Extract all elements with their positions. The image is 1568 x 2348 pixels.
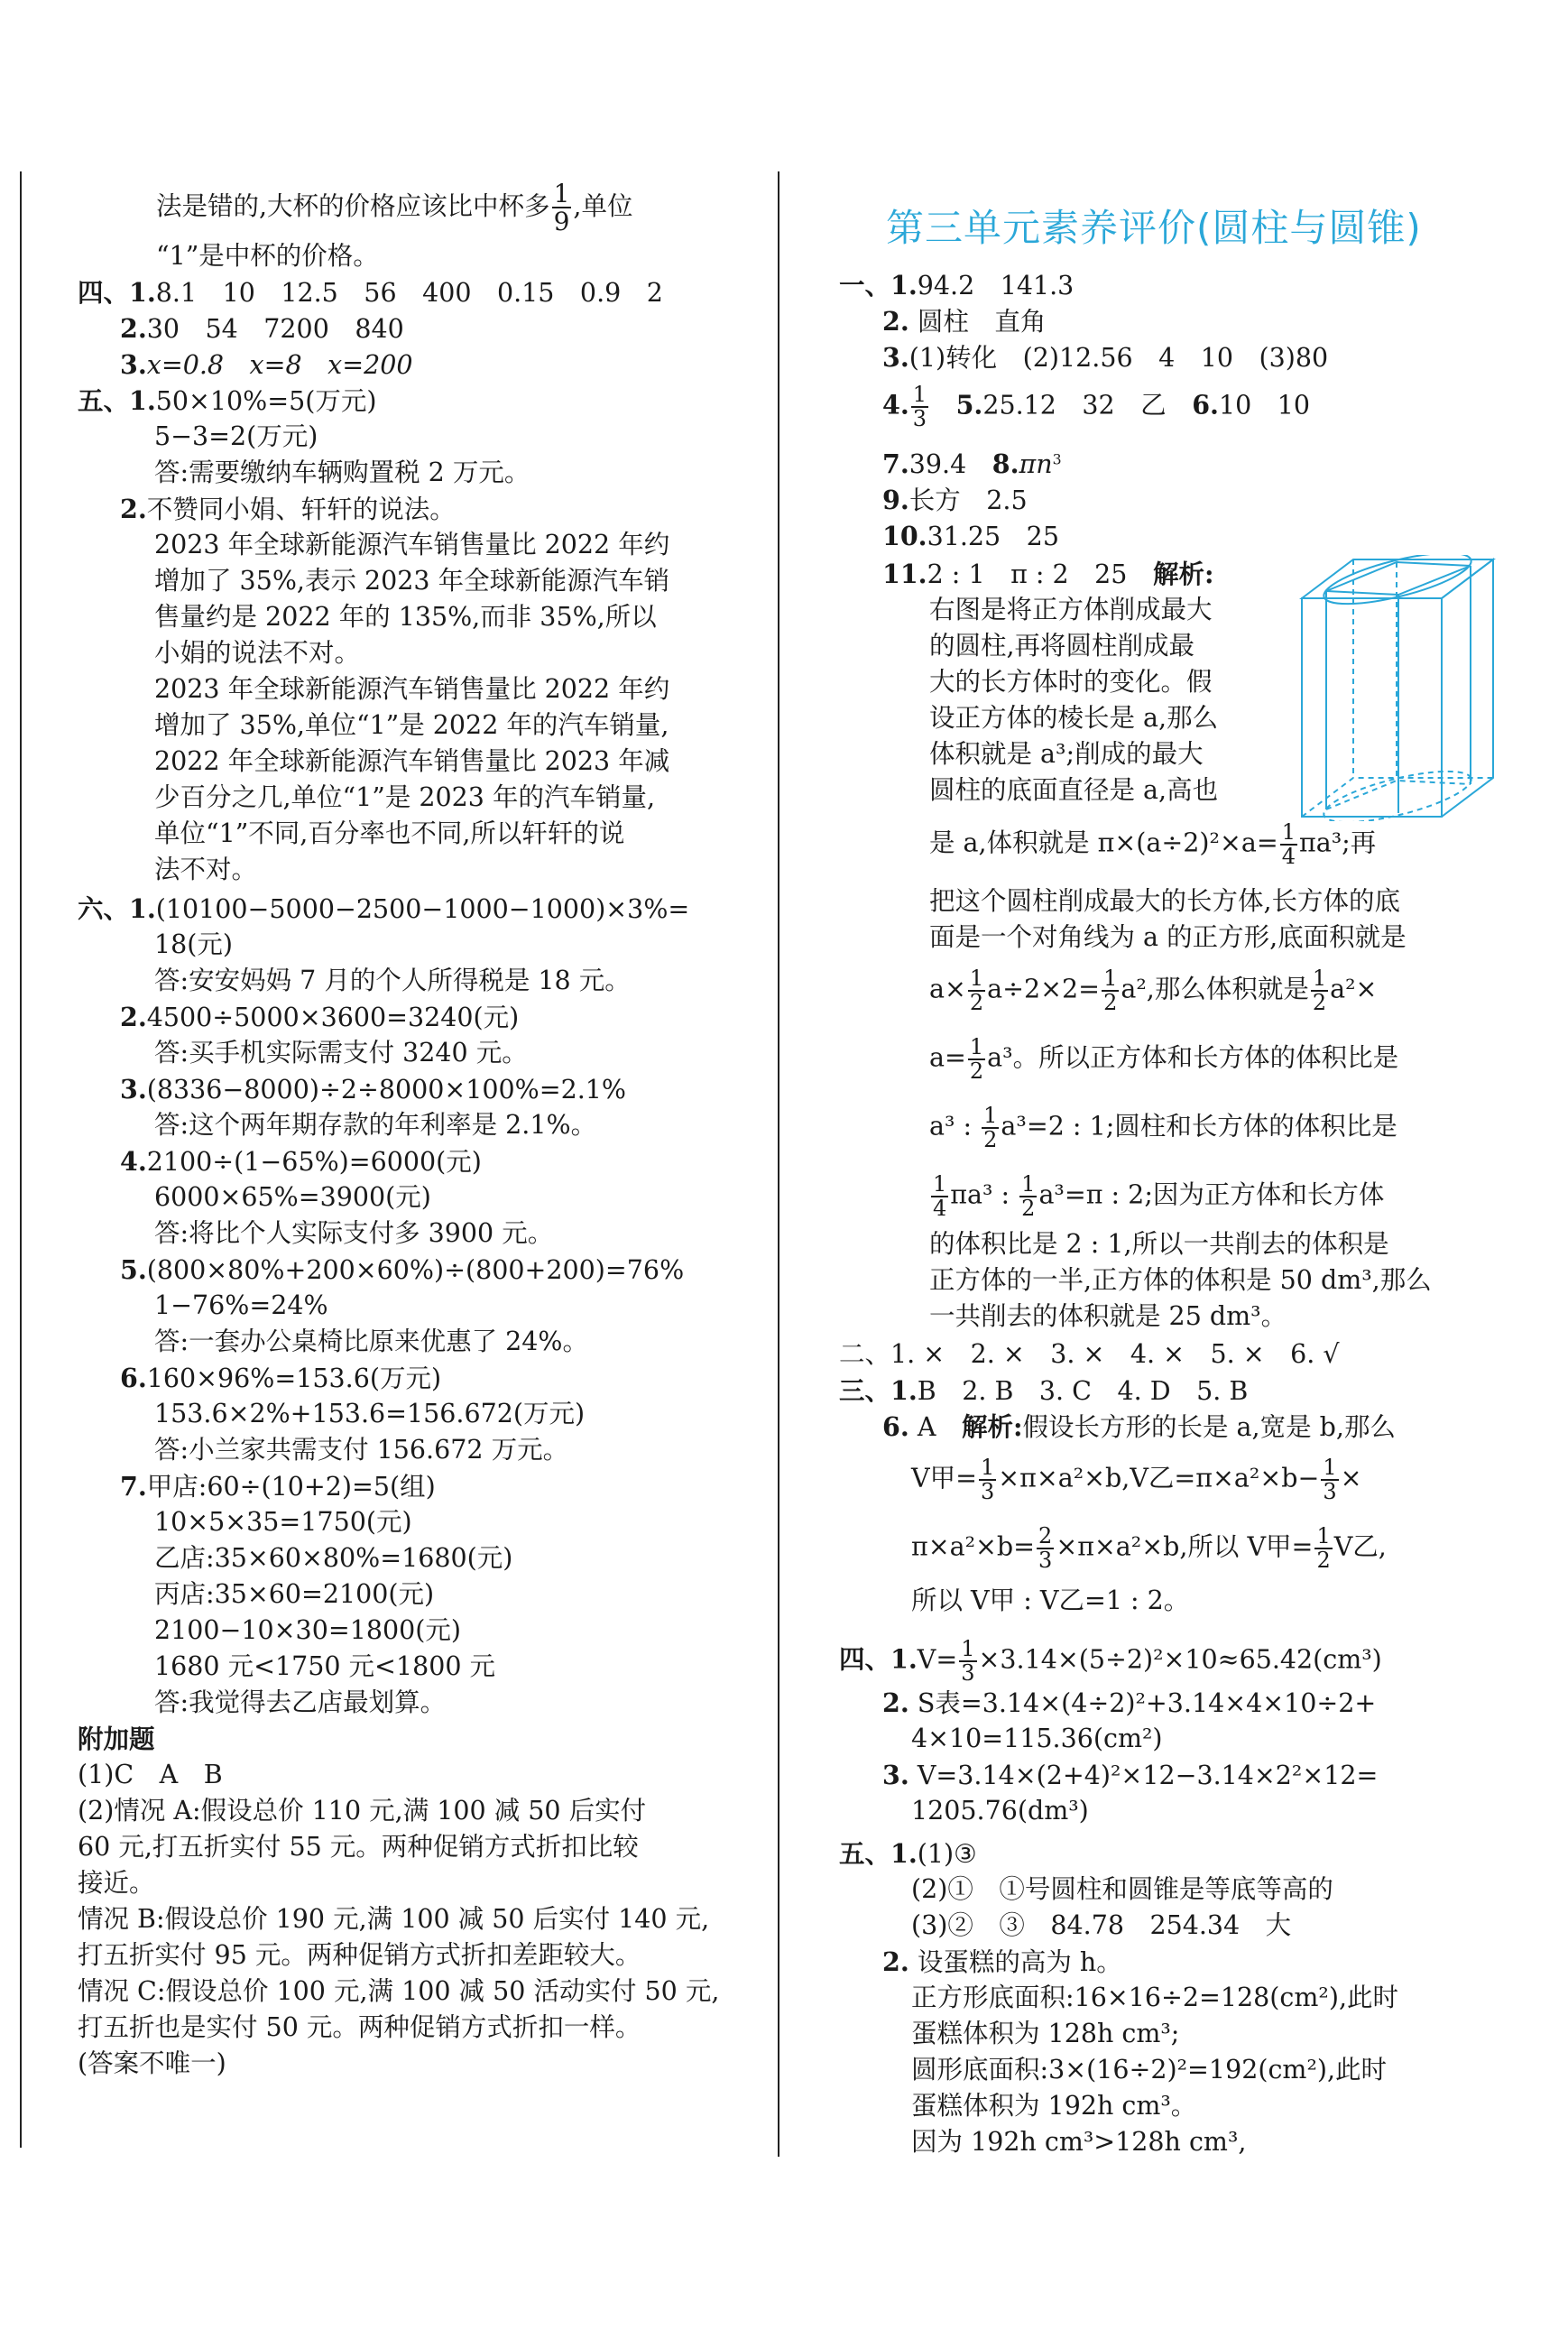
line: 情况 C:假设总价 100 元,满 100 减 50 活动实付 50 元,: [78, 1976, 720, 2006]
bonus-title: 附加题: [78, 1724, 155, 1754]
answer-text: 50×10%=5(万元): [155, 386, 377, 416]
line: 2023 年全球新能源汽车销售量比 2022 年约: [154, 674, 670, 704]
fraction: [968, 967, 985, 1014]
item-number: 2.: [120, 1002, 147, 1032]
item-1-11: [882, 561, 1213, 588]
item-number: 3.: [882, 342, 909, 373]
text: V乙,: [1333, 1531, 1387, 1562]
item-number: 2.: [882, 1687, 909, 1718]
answer-text: 30 54 7200 840: [146, 314, 404, 344]
fraction-denominator: 2: [1103, 990, 1118, 1016]
answer-text: 不赞同小娟、轩轩的说法。: [146, 495, 456, 524]
fraction: [968, 1036, 985, 1083]
fraction-denominator: 3: [961, 1660, 975, 1687]
answer-text: (1)③: [917, 1839, 977, 1869]
item-4-2: [882, 1687, 1377, 1718]
fraction-numerator: 1: [1103, 966, 1118, 991]
item-number: 7.: [120, 1471, 147, 1502]
item-6-7: [120, 1471, 436, 1502]
item-number: 3.: [882, 1760, 909, 1790]
line: [911, 1456, 1362, 1503]
item-1-2: [882, 306, 1047, 337]
section-label: 四、1.: [839, 1643, 918, 1675]
line: 单位“1”不同,百分率也不同,所以轩轩的说: [154, 818, 625, 848]
answer-text: x=0.8 x=8 x=200: [146, 350, 413, 380]
line: 蛋糕体积为 128h cm³;: [911, 2019, 1180, 2048]
line: 4×10=115.36(cm²): [911, 1724, 1163, 1753]
text: πa³ :: [950, 1179, 1019, 1210]
line: 增加了 35%,单位“1”是 2022 年的汽车销量,: [154, 710, 669, 740]
fraction: [1311, 967, 1328, 1014]
fraction-denominator: 4: [933, 1196, 947, 1222]
fraction: [911, 384, 928, 430]
line: 售量约是 2022 年的 135%,而非 35%,所以: [154, 602, 657, 632]
line: 10×5×35=1750(元): [154, 1507, 412, 1537]
line: 2022 年全球新能源汽车销售量比 2023 年减: [154, 746, 670, 776]
item-number: 3.: [120, 1074, 147, 1105]
line: 答:一套办公桌椅比原来优惠了 24%。: [154, 1327, 589, 1356]
section-label: 五、1.: [839, 1838, 918, 1869]
text: a×: [929, 974, 966, 1004]
item-number: 6.: [882, 1411, 909, 1442]
fraction-numerator: 1: [1316, 1523, 1331, 1548]
item-1-10: [882, 523, 1059, 550]
line: 答:将比个人实际支付多 3900 元。: [154, 1218, 554, 1248]
fraction: [1037, 1525, 1054, 1572]
fraction-denominator: 3: [1323, 1479, 1337, 1505]
fraction-denominator: 2: [969, 1058, 984, 1085]
line: 1680 元<1750 元<1800 元: [154, 1651, 496, 1681]
item-3-6: [882, 1411, 1396, 1442]
text: V=: [917, 1644, 958, 1675]
line: 少百分之几,单位“1”是 2023 年的汽车销量,: [154, 782, 656, 812]
line: 的圆柱,再将圆柱削成最: [929, 631, 1195, 661]
line: 右图是将正方体削成最大: [929, 595, 1213, 624]
line: 所以 V甲 : V乙=1 : 2。: [911, 1585, 1190, 1615]
line: [929, 1036, 1398, 1083]
text: a²,那么体积就是: [1121, 974, 1309, 1004]
item-number: 5.: [955, 389, 983, 421]
fraction-denominator: 3: [912, 406, 927, 432]
fraction-denominator: 3: [980, 1479, 995, 1505]
fraction-numerator: 1: [553, 179, 570, 208]
item-6-4: [120, 1146, 482, 1177]
line: 设正方体的棱长是 a,那么: [929, 703, 1219, 733]
fraction-numerator: 1: [969, 1034, 984, 1059]
text: ×3.14×(5÷2)²×10≈65.42(cm³): [978, 1644, 1382, 1675]
answer-text: B 2. B 3. C 4. D 5. B: [917, 1376, 1249, 1406]
line: 小娟的说法不对。: [154, 638, 361, 668]
answer-text: 94.2 141.3: [917, 271, 1075, 300]
item-number: 11.: [882, 559, 927, 589]
answer-text: 25.12 32 乙: [982, 390, 1167, 421]
item-number: 4.: [882, 389, 909, 421]
answer-text: 假设长方形的长是 a,宽是 b,那么: [1022, 1412, 1396, 1442]
line: 答:小兰家共需支付 156.672 万元。: [154, 1435, 569, 1465]
line: 答:这个两年期存款的年利率是 2.1%。: [154, 1110, 597, 1140]
item-6-6: [120, 1365, 441, 1392]
text: a³ :: [929, 1111, 981, 1142]
fraction: [552, 180, 572, 236]
fraction: [982, 1105, 999, 1151]
fraction-numerator: 1: [980, 1455, 995, 1480]
section-label: 四、1.: [78, 277, 156, 308]
item-5-2: [882, 1946, 1122, 1977]
text: a³=π : 2;因为正方体和长方体: [1038, 1179, 1385, 1210]
item-number: 2.: [882, 1946, 909, 1977]
line: 的体积比是 2 : 1,所以一共削去的体积是: [929, 1229, 1389, 1259]
section-3: [839, 1375, 1249, 1406]
item-number: 6.: [1192, 389, 1219, 421]
line: 答:我觉得去乙店最划算。: [154, 1687, 447, 1717]
cuboid-top-face: [1326, 562, 1471, 595]
column-divider: [778, 171, 779, 2157]
item-number: 8.: [992, 448, 1019, 479]
line: 面是一个对角线为 a 的正方形,底面积就是: [929, 922, 1407, 952]
line: 丙店:35×60=2100(元): [154, 1579, 435, 1609]
fraction-numerator: 1: [1281, 819, 1296, 845]
answer-text: πn: [1019, 449, 1053, 479]
section-4: [78, 277, 663, 308]
line: 增加了 35%,表示 2023 年全球新能源汽车销: [154, 566, 670, 596]
answer-text: 甲店:60÷(10+2)=5(组): [146, 1472, 436, 1502]
section-1: [839, 270, 1075, 300]
fraction-denominator: 4: [1281, 844, 1296, 870]
fraction: [1280, 821, 1297, 868]
section-6: [78, 893, 690, 924]
fraction: [931, 1173, 948, 1220]
item-4-3: [882, 1762, 1378, 1789]
item-4-2: [120, 313, 404, 344]
fraction-numerator: 2: [1038, 1523, 1053, 1548]
fraction: [959, 1638, 976, 1685]
fraction-numerator: 1: [933, 1171, 947, 1197]
line: 正方形底面积:16×16÷2=128(cm²),此时: [911, 1983, 1399, 2012]
item-1-3: [882, 342, 1329, 373]
item-5-2: [120, 496, 456, 523]
cube-front-face: [1302, 598, 1442, 817]
item-number: 3.: [120, 349, 147, 380]
line: [911, 1525, 1387, 1572]
answer-text: 160×96%=153.6(万元): [146, 1364, 442, 1393]
text: π×a²×b=: [911, 1531, 1036, 1562]
section-label: 一、1.: [839, 270, 918, 300]
answer-text: 设蛋糕的高为 h。: [917, 1947, 1122, 1977]
analysis-label: 解析:: [1152, 559, 1214, 589]
text: 法是错的,大杯的价格应该比中杯多: [156, 190, 550, 221]
answer-text: (10100−5000−2500−1000−1000)×3%=: [155, 894, 690, 924]
line: 1−76%=24%: [154, 1290, 328, 1320]
section-label: 三、1.: [839, 1375, 918, 1406]
line-l1: [156, 180, 632, 236]
answer-text: (1)转化 (2)12.56 4 10 (3)80: [909, 343, 1329, 373]
text: a²×: [1330, 974, 1378, 1004]
item-4-3: [120, 349, 413, 380]
item-number: 9.: [882, 485, 909, 515]
line: [929, 967, 1377, 1014]
line: 体积就是 a³;削成的最大: [929, 739, 1204, 769]
cube-cylinder-diagram: [1297, 555, 1496, 821]
fraction-numerator: 1: [969, 966, 984, 991]
fraction: [979, 1456, 996, 1503]
line: 一共削去的体积就是 25 dm³。: [929, 1301, 1287, 1331]
item-number: 2.: [120, 313, 147, 344]
answer-text: V=3.14×(2+4)²×12−3.14×2²×12=: [917, 1761, 1379, 1790]
text: a³=2 : 1;圆柱和长方体的体积比是: [1001, 1111, 1397, 1142]
left-margin-rule: [20, 171, 22, 2148]
answer-text: 8.1 10 12.5 56 400 0.15 0.9 2: [155, 278, 663, 308]
answer-text: 31.25 25: [927, 522, 1059, 551]
line: 因为 192h cm³>128h cm³,: [911, 2127, 1247, 2157]
text: πa³;再: [1298, 827, 1377, 858]
fraction-numerator: 1: [961, 1636, 975, 1661]
line: 答:安安妈妈 7 月的个人所得税是 18 元。: [154, 966, 631, 995]
line: (1)C A B: [78, 1760, 223, 1789]
item-6-3: [120, 1074, 627, 1105]
line: 60 元,打五折实付 55 元。两种促销方式折扣比较: [78, 1832, 639, 1862]
section-4: [839, 1638, 1382, 1685]
line: 法不对。: [154, 855, 258, 884]
text: ×π×a²×b,V乙=π×a²×b−: [998, 1463, 1320, 1493]
fraction-denominator: 2: [983, 1127, 998, 1153]
line: 2023 年全球新能源汽车销售量比 2022 年约: [154, 530, 670, 559]
line: [929, 1105, 1397, 1151]
line: 圆柱的底面直径是 a,高也: [929, 775, 1219, 805]
line: (2)情况 A:假设总价 110 元,满 100 减 50 后实付: [78, 1796, 647, 1826]
section-2: 二、1. × 2. × 3. × 4. × 5. × 6. √: [839, 1339, 1340, 1369]
fraction: [1102, 967, 1119, 1014]
item-1-7-8: 7.39.4 $8.\pi n^3$: [882, 448, 1062, 479]
answer-text: 4500÷5000×3600=3240(元): [146, 1003, 520, 1032]
text: V甲=: [911, 1463, 977, 1493]
line: 乙店:35×60×80%=1680(元): [154, 1543, 513, 1573]
answer-text: 圆柱 直角: [917, 307, 1047, 337]
line: 情况 B:假设总价 190 元,满 100 减 50 后实付 140 元,: [78, 1904, 710, 1934]
text: a³。所以正方体和长方体的体积比是: [987, 1042, 1399, 1073]
text: a÷2×2=: [987, 974, 1101, 1004]
answer-text: (800×80%+200×60%)÷(800+200)=76%: [146, 1255, 685, 1285]
unit-title: 第三单元素养评价(圆柱与圆锥): [886, 206, 1422, 250]
item-number: 5.: [120, 1254, 147, 1285]
text: 是 a,体积就是 π×(a÷2)²×a=: [929, 827, 1278, 858]
line: 打五折实付 95 元。两种促销方式折扣差距较大。: [78, 1940, 641, 1970]
item-number: 7.: [882, 448, 909, 479]
answer-text: 长方 2.5: [909, 485, 1028, 515]
text: ×: [1340, 1463, 1362, 1493]
fraction-numerator: 1: [1323, 1455, 1337, 1480]
section-label: 五、1.: [78, 385, 156, 416]
line: 6000×65%=3900(元): [154, 1182, 431, 1212]
fraction-denominator: 2: [969, 990, 984, 1016]
fraction: [1019, 1173, 1037, 1220]
line: 圆形底面积:3×(16÷2)²=192(cm²),此时: [911, 2055, 1388, 2085]
answer-text: (8336−8000)÷2÷8000×100%=2.1%: [146, 1075, 627, 1105]
item-1-4-6: [882, 384, 1310, 430]
text: ×π×a²×b,所以 V甲=: [1056, 1531, 1314, 1562]
line: [929, 1173, 1384, 1220]
item-number: 2.: [120, 494, 147, 524]
line: (2)① ①号圆柱和圆锥是等底等高的: [911, 1874, 1333, 1904]
item-number: 2.: [882, 306, 909, 337]
line: 大的长方体时的变化。假: [929, 667, 1213, 697]
item-6-5: [120, 1254, 685, 1285]
line: (答案不唯一): [78, 2048, 226, 2078]
fraction-numerator: 1: [983, 1103, 998, 1128]
item-1-9: [882, 487, 1028, 514]
fraction-numerator: 1: [1021, 1171, 1036, 1197]
fraction-denominator: 9: [553, 207, 570, 237]
fraction-denominator: 2: [1021, 1196, 1036, 1222]
item-number: 10.: [882, 521, 927, 551]
fraction-denominator: 3: [1038, 1548, 1053, 1574]
answer-text: 39.4: [909, 449, 967, 479]
line: 5−3=2(万元): [154, 421, 318, 451]
line: 18(元): [154, 929, 234, 959]
text: a=: [929, 1042, 966, 1073]
fraction-denominator: 2: [1312, 990, 1327, 1016]
line: 正方体的一半,正方体的体积是 50 dm³,那么: [929, 1265, 1432, 1295]
line: 打五折也是实付 50 元。两种促销方式折扣一样。: [78, 2012, 641, 2042]
analysis-label: 解析:: [961, 1411, 1023, 1442]
fraction-numerator: 1: [1312, 966, 1327, 991]
line: 2100−10×30=1800(元): [154, 1615, 461, 1645]
fraction-denominator: 2: [1316, 1548, 1331, 1574]
line: [929, 821, 1376, 868]
section-label: 六、1.: [78, 893, 156, 924]
fraction-numerator: 1: [912, 382, 927, 407]
line: (3)② ③ 84.78 254.34 大: [911, 1910, 1292, 1940]
answer-text: A: [917, 1412, 936, 1442]
section-5: [78, 385, 377, 416]
item-6-2: [120, 1004, 519, 1031]
line: 把这个圆柱削成最大的长方体,长方体的底: [929, 886, 1401, 916]
answer-text: S表=3.14×(4÷2)²+3.14×4×10÷2+: [917, 1688, 1377, 1718]
fraction: [1321, 1456, 1338, 1503]
section-5: [839, 1838, 977, 1869]
line: 153.6×2%+153.6=156.672(万元): [154, 1399, 586, 1428]
line: 接近。: [78, 1868, 155, 1898]
line: 答:买手机实际需支付 3240 元。: [154, 1038, 528, 1068]
line: 1205.76(dm³): [911, 1796, 1089, 1826]
answer-text: 10 10: [1218, 390, 1310, 421]
text: ,单位: [573, 190, 633, 221]
item-number: 6.: [120, 1363, 147, 1393]
answer-text: 2100÷(1−65%)=6000(元): [146, 1147, 482, 1177]
item-number: 4.: [120, 1146, 147, 1177]
line: 蛋糕体积为 192h cm³。: [911, 2091, 1197, 2121]
answer-text: 2 : 1 π : 2 25: [927, 559, 1128, 589]
line: 答:需要缴纳车辆购置税 2 万元。: [154, 458, 530, 487]
line-l2: “1”是中杯的价格。: [156, 241, 379, 271]
fraction: [1314, 1525, 1332, 1572]
